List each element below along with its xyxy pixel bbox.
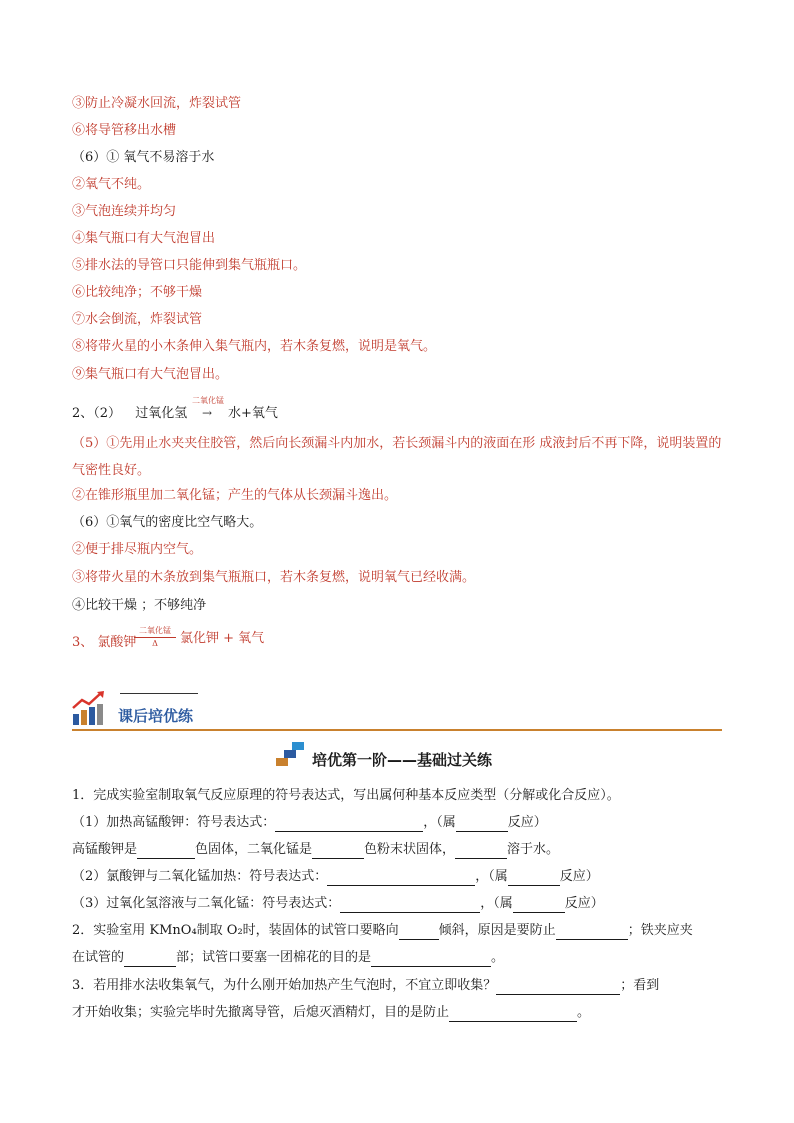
reaction-arrow: →	[202, 406, 213, 420]
question-text: 在试管的	[72, 950, 125, 965]
answer-line: ③将带火星的木条放到集气瓶瓶口，若木条复燃，说明氧气已经收满。	[72, 570, 476, 585]
question-text: 倾斜，原因是要防止	[438, 923, 556, 938]
answer-blank[interactable]	[449, 1008, 577, 1022]
reaction-condition	[134, 625, 176, 648]
answer-blank[interactable]	[556, 926, 628, 940]
answer-blank[interactable]	[513, 899, 565, 913]
answer-line: ⑤排水法的导管口只能伸到集气瓶瓶口。	[72, 258, 307, 273]
answer-blank[interactable]	[456, 818, 508, 832]
answer-blank[interactable]	[124, 953, 176, 967]
heat-symbol: Δ	[152, 639, 158, 648]
equation-product: 水+氧气	[228, 406, 278, 421]
question-1-colors	[72, 841, 559, 859]
question-text: ，（属	[475, 869, 508, 884]
question-2	[72, 922, 693, 940]
question-text: 2．实验室用 KMnO₄制取 O₂时，装固体的试管口要略向	[72, 923, 399, 938]
answer-line: （6）①氧气的密度比空气略大。	[72, 515, 263, 530]
equation-prefix: 3、	[72, 635, 94, 650]
answer-line: （5）①先用止水夹夹住胶管，然后向长颈漏斗内加水，若长颈漏斗内的液面在形 成液封后不再下降，说明装置的气密性良好。	[72, 436, 722, 478]
equation-prefix: 2、（2）	[72, 406, 122, 421]
question-text: 溶于水。	[507, 842, 560, 857]
answer-blank[interactable]	[496, 981, 620, 995]
question-1-part-3	[72, 895, 604, 913]
answer-blank[interactable]	[327, 872, 475, 886]
answer-line: ⑦水会倒流，炸裂试管	[72, 312, 203, 327]
question-3	[72, 977, 659, 995]
equation-reactant: 氯酸钾	[97, 635, 137, 650]
question-text: （3）过氧化氢溶液与二氧化锰：符号表达式：	[72, 896, 341, 911]
question-text: 。	[577, 1005, 591, 1020]
answer-blank[interactable]	[312, 845, 364, 859]
question-text: 色固体，二氧化锰是	[195, 842, 313, 857]
answer-line: ⑨集气瓶口有大气泡冒出。	[72, 367, 229, 382]
question-text: 反应）	[507, 815, 547, 830]
answer-blank[interactable]	[399, 926, 439, 940]
answer-line: ④比较干燥 ；不够纯净	[72, 598, 207, 613]
question-1: 1．完成实验室制取氧气反应原理的符号表达式，写出属何种基本反应类型（分解或化合反应）。	[72, 788, 620, 803]
answer-line: ⑧将带火星的小木条伸入集气瓶内，若木条复燃，说明是氧气。	[72, 339, 437, 354]
answer-line: ④集气瓶口有大气泡冒出	[72, 231, 216, 246]
question-text: （2）氯酸钾与二氧化锰加热：符号表达式：	[72, 869, 328, 884]
question-text: ，（属	[480, 896, 513, 911]
question-2-cont	[72, 949, 504, 967]
question-text: （1）加热高锰酸钾：符号表达式：	[72, 815, 276, 830]
stairs-icon	[276, 740, 310, 768]
answer-line: ⑥比较纯净；不够干燥	[72, 285, 203, 300]
answer-line: ②氧气不纯。	[72, 177, 151, 192]
question-1-part-2	[72, 868, 599, 886]
answer-line: ③气泡连续并均匀	[72, 204, 177, 219]
question-text: 。	[491, 950, 505, 965]
question-text: 反应）	[564, 896, 604, 911]
question-text: ，（属	[423, 815, 456, 830]
question-text: 高锰酸钾是	[72, 842, 138, 857]
chart-logo-icon	[72, 690, 106, 726]
answer-blank[interactable]	[371, 953, 491, 967]
answer-blank[interactable]	[508, 872, 560, 886]
equation-reactant: 过氧化氢	[135, 406, 188, 421]
catalyst-label: 二氧化锰	[192, 396, 224, 405]
answer-line: ③防止冷凝水回流，炸裂试管	[72, 96, 242, 111]
answer-text: 氧气不易溶于水	[123, 150, 215, 165]
question-text: 反应）	[559, 869, 599, 884]
equals-bar	[134, 637, 176, 638]
question-text: 才开始收集；实验完毕时先撤离导管，后熄灭酒精灯，目的是防止	[72, 1005, 450, 1020]
answer-blank[interactable]	[275, 818, 423, 832]
question-text: 色粉末状固体，	[364, 842, 456, 857]
equation-product: 氯化钾 + 氧气	[180, 631, 265, 646]
stage-title: 培优第一阶——基础过关练	[312, 751, 493, 769]
answer-line	[72, 149, 214, 167]
catalyst-label: 二氧化锰	[139, 626, 171, 635]
question-1-part-1	[72, 814, 547, 832]
question-text: ；铁夹应夹	[627, 923, 693, 938]
answer-line: ⑥将导管移出水槽	[72, 123, 177, 138]
section-title: 课后培优练	[118, 707, 194, 725]
answer-blank[interactable]	[455, 845, 507, 859]
question-text: 3．若用排水法收集氧气，为什么刚开始加热产生气泡时，不宜立即收集？	[72, 978, 497, 993]
header-underline	[72, 729, 722, 731]
equation-line	[72, 405, 187, 423]
answer-blank[interactable]	[340, 899, 480, 913]
header-top-rule	[120, 693, 198, 694]
question-text: ；看到	[620, 978, 660, 993]
answer-line: ②在锥形瓶里加二氧化锰；产生的气体从长颈漏斗逸出。	[72, 488, 398, 503]
answer-prefix: （6）①	[72, 150, 120, 165]
question-3-cont	[72, 1004, 590, 1022]
answer-blank[interactable]	[137, 845, 195, 859]
question-text: 部；试管口要塞一团棉花的目的是	[176, 950, 372, 965]
equation-line	[72, 634, 136, 652]
answer-line: ②便于排尽瓶内空气。	[72, 542, 203, 557]
